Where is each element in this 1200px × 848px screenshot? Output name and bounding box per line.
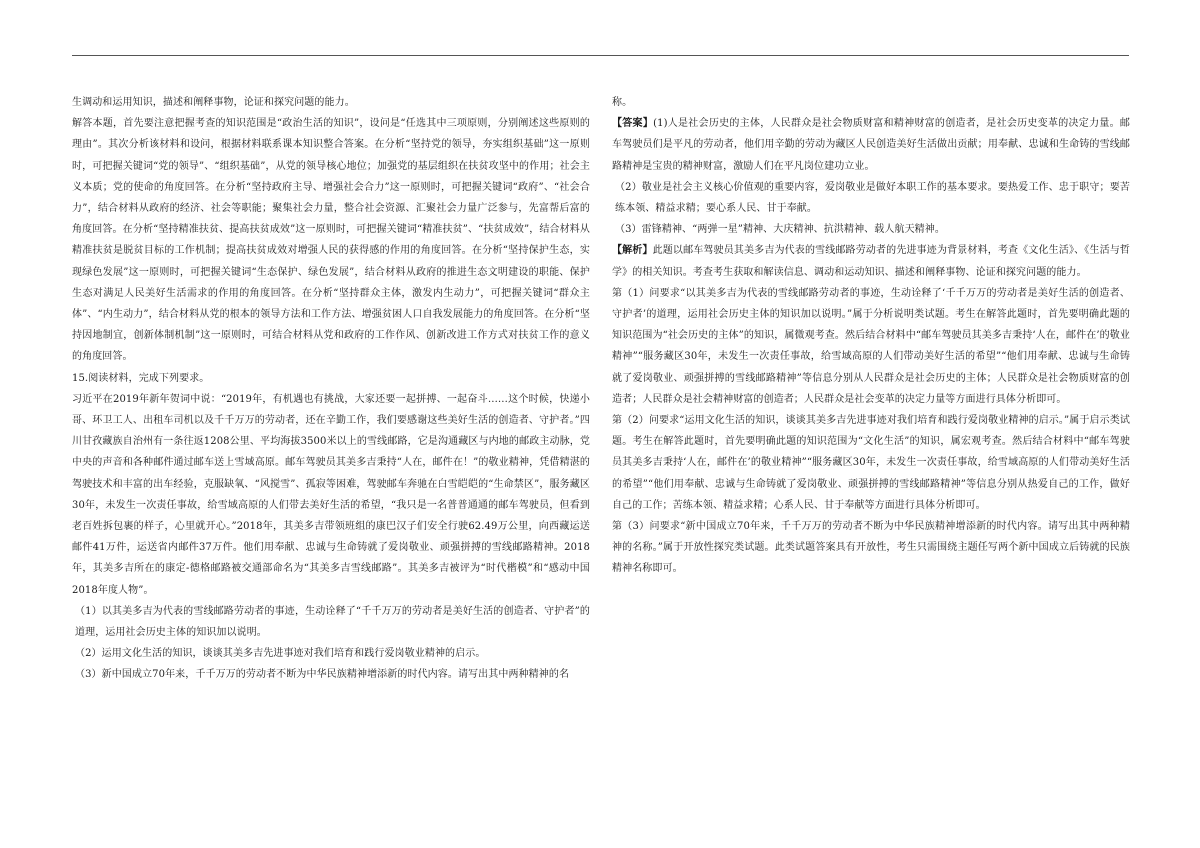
paragraph <box>612 92 1130 113</box>
answer-text: （3）雷锋精神、“两弹一星”精神、大庆精神、抗洪精神、载人航天精神。 <box>615 224 945 236</box>
answer-item <box>612 219 1130 240</box>
header-rule <box>72 55 1129 56</box>
paragraph: 解答本题，首先要注意把握考查的知识范围是“政治生活的知识”，设问是“任选其中三项原则，分别阐述这些原则的理由”。其次分析该材料和设问，根据材料联系课本知识整合答案。在分析“坚持党的领导，夯实组织基础”这一原则时，可把握关键词“党的领导”、“组织基础”，从党的领导核心地位；加强党的基层组织在扶贫攻坚中的作用；社会主义本质；党的使命的角度回答。在分析“坚持政府主导、增强社会合力”这一原则时，可把握关键词“政府”、“社会合力”，结合材料从政府的经济、社会等职能；聚集社会力量，整合社会资源、汇聚社会力量广泛参与，先富帮后富的角度回答。在分析“坚持精准扶贫、提高扶贫成效”这一原则时，可把握关键词“精准扶贫”、“扶贫成效”，结合材料从精准扶贫是脱贫目标的工作机制；提高扶贫成效对增强人民的获得感的作用的角度回答。在分析“坚持保护生态，实现绿色发展”这一原则时，可把握关键词“生态保护、绿色发展”，结合材料从政府的推进生态文明建设的职能、保护生态对满足人民美好生活需求的作用的角度回答。在分析“坚持群众主体，激发内生动力”，可把握关键词“群众主体”、“内生动力”，结合材料从党的根本的领导方法和工作方法、增强贫困人口自我发展能力的角度回答。在分析“坚持因地制宜，创新体制机制”这一原则时，可结合材料从党和政府的工作作风、创新改进工作方式对扶贫工作的意义的角度回答。 <box>72 118 590 363</box>
paragraph: 生调动和运用知识，描述和阐释事物，论证和探究问题的能力。 <box>72 97 355 108</box>
question-item: （2）运用文化生活的知识，谈谈其美多吉先进事迹对我们培育和践行爱岗敬业精神的启示。 <box>75 648 486 660</box>
question-item: （3）新中国成立70年来，千千万万的劳动者不断为中华民族精神增添新的时代内容。请写出其中两种精神的名 <box>75 669 570 681</box>
answer-text: (1)人是社会历史的主体，人民群众是社会物质财富和精神财富的创造者，是社会历史变革的决定力量。邮车驾驶员们是平凡的劳动者，他们用辛勤的劳动为藏区人民创造美好生活做出贡献；用奉献、忠诚和生命铸的雪线邮路精神是宝贵的精神财富，激励人们在平凡岗位建功立业。 <box>612 118 1130 172</box>
question-item: （1）以其美多吉为代表的雪线邮路劳动者的事迹，生动诠释了“千千万万的劳动者是美好生活的创造者、守护者”的道理，运用社会历史主体的知识加以说明。 <box>75 605 590 639</box>
analysis-text: 第（3）问要求“新中国成立70年来，千千万万的劳动者不断为中华民族精神增添新的时代内容。请写出其中两种精神的名称。”属于开放性探究类试题。此类试题答案具有开放性，考生只需围绕主题任写两个新中国成立后铸就的民族精神名称即可。 <box>612 521 1130 575</box>
material-paragraph: 习近平在2019年新年贺词中说：“2019年，有机遇也有挑战，大家还要一起拼搏、一起奋斗……这个时候，快递小哥、环卫工人、出租车司机以及千千万万的劳动者，还在辛勤工作，我们要感谢这些美好生活的创造者、守护者。”四川甘孜藏族自治州有一条往返1208公里、平均海拔3500米以上的雪线邮路，它是沟通藏区与内地的邮政主动脉，党中央的声音和各种邮件通过邮车送上雪域高原。邮车驾驶员其美多吉秉持“人在，邮件在！”的敬业精神，凭借精湛的驾驶技术和丰富的出车经验，克服缺氧、“风搅雪”、孤寂等困难，驾驶邮车奔驰在白雪皑皑的“生命禁区”，服务藏区30年，未发生一次责任事故，给雪域高原的人们带去美好生活的希望，“我只是一名普普通通的邮车驾驶员，但看到老百姓拆包裹的样子，心里就开心。”2018年，其美多吉带领班组的康巴汉子们安全行驶62.49万公里，向西藏运送邮件41万件，运送省内邮件37万件。他们用奉献、忠诚与生命铸就了爱岗敬业、顽强拼搏的雪线邮路精神。2018年，其美多吉所在的康定-德格邮路被交通部命名为“其美多吉雪线邮路”。其美多吉被评为“时代楷模”和“感动中国2018年度人物”。 <box>72 393 590 596</box>
analysis-text: 此题以邮车驾驶员其美多吉为代表的雪线邮路劳动者的先进事迹为背景材料，考查《文化生活》、《生活与哲学》的相关知识。考查考生获取和解读信息、调动和运动知识、描述和阐释事物、论证和探究问题的能力。 <box>612 245 1130 278</box>
analysis-paragraph <box>612 283 1130 410</box>
answer-paragraph <box>612 113 1130 177</box>
analysis-paragraph <box>612 410 1130 516</box>
analysis-paragraph <box>612 240 1130 282</box>
analysis-text: 第（1）问要求“以其美多吉为代表的雪线邮路劳动者的事迹，生动诠释了‘千千万万的劳动者是美好生活的创造者、守护者’的道理，运用社会历史主体的知识加以说明。”属于分析说明类试题。考生在解答此题时，首先要明确此题的知识范围为“社会历史的主体”的知识，属微观考查。然后结合材料中“邮车驾驶员其美多吉秉持‘人在，邮件在’的敬业精神”“服务藏区30年，未发生一次责任事故，给雪域高原的人们带动美好生活的希望”“他们用奉献、忠诚与生命铸就了爱岗敬业、顽强拼搏的雪线邮路精神”等信息分别从人民群众是社会历史的主体；人民群众是社会物质财富的创造者；人民群众是社会精神财富的创造者；人民群众是社会变革的决定力量等方面进行具体分析即可。 <box>612 287 1130 405</box>
paragraph-text: 称。 <box>612 97 633 108</box>
analysis-tag: 【解析】 <box>612 245 653 257</box>
answer-item <box>612 177 1130 219</box>
answer-tag: 【答案】 <box>612 118 654 130</box>
answer-text: （2）敬业是社会主义核心价值观的重要内容，爱岗敬业是做好本职工作的基本要求。要热爱工作、忠于职守；要苦练本领、精益求精；要心系人民、甘于奉献。 <box>615 181 1130 215</box>
analysis-text: 第（2）问要求“运用文化生活的知识，谈谈其美多吉先进事迹对我们培育和践行爱岗敬业精神的启示。”属于启示类试题。考生在解答此题时，首先要明确此题的知识范围为“文化生活”的知识，属宏观考查。然后结合材料中“邮车驾驶员其美多吉秉持‘人在，邮件在’的敬业精神”“服务藏区30年，未发生一次责任事故，给雪域高原的人们带动美好生活的希望”“他们用奉献、忠诚与生命铸就了爱岗敬业、顽强拼搏的雪线邮路精神”等信息分别从热爱自己的工作，做好自己的工作；苦练本领、精益求精；心系人民、甘于奉献等方面进行具体分析即可。 <box>612 415 1130 511</box>
analysis-paragraph <box>612 516 1130 580</box>
left-column <box>72 92 590 686</box>
right-column <box>612 92 1130 580</box>
question-heading: 15.阅读材料，完成下列要求。 <box>72 372 210 384</box>
